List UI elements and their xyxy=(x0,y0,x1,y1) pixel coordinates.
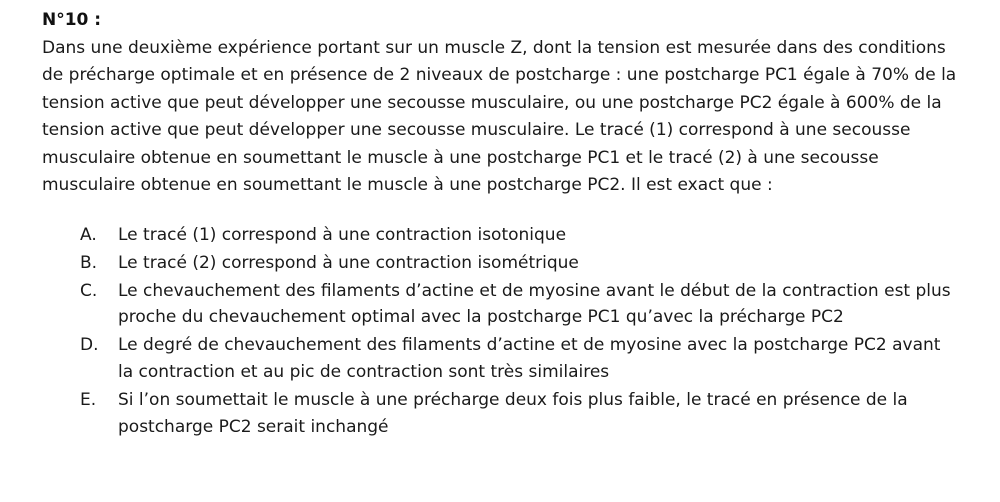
option-c-letter: C. xyxy=(80,280,98,301)
option-d-letter: D. xyxy=(80,335,99,356)
option-a-letter: A. xyxy=(80,224,97,245)
option-e-text: Si l’on soumettait le muscle à une précharge deux fois plus faible, le tracé en présence de la postcharge PC2 serait inchangé xyxy=(118,389,908,437)
option-d[interactable] xyxy=(42,332,960,386)
option-e[interactable] xyxy=(42,387,960,441)
option-b-text: Le tracé (2) correspond à une contraction isométrique xyxy=(118,252,579,273)
option-c-text: Le chevauchement des filaments d’actine et de myosine avant le début de la contraction est plus proche du chevauchement optimal avec la postcharge PC1 qu’avec la précharge PC2 xyxy=(118,280,951,328)
option-a[interactable] xyxy=(42,222,960,249)
option-a-text: Le tracé (1) correspond à une contraction isotonique xyxy=(118,224,567,245)
option-d-text: Le degré de chevauchement des filaments d’actine et de myosine avec la postcharge PC2 avant la contraction et au pic de contraction sont très similaires xyxy=(118,335,941,383)
option-b[interactable] xyxy=(42,250,960,277)
question-number: N°10 : xyxy=(42,10,102,30)
question-stem: Dans une deuxième expérience portant sur un muscle Z, dont la tension est mesurée dans des conditions de précharge optimale et en présence de 2 niveaux de postcharge : une postcharge PC1 égale à 70% de la tension active que peut développer une secousse musculaire, ou une postcharge PC2 égale à 600% de la tension active que peut développer une secousse musculaire. Le tracé (1) correspond à une secousse musculaire obtenue en soumettant le muscle à une postcharge PC1 et le tracé (2) à une secousse musculaire obtenue en soumettant le muscle à une postcharge PC2. Il est exact que : xyxy=(42,37,957,196)
answer-options-list xyxy=(42,222,960,441)
option-c[interactable] xyxy=(42,278,960,332)
option-e-letter: E. xyxy=(80,389,97,410)
option-b-letter: B. xyxy=(80,252,98,273)
